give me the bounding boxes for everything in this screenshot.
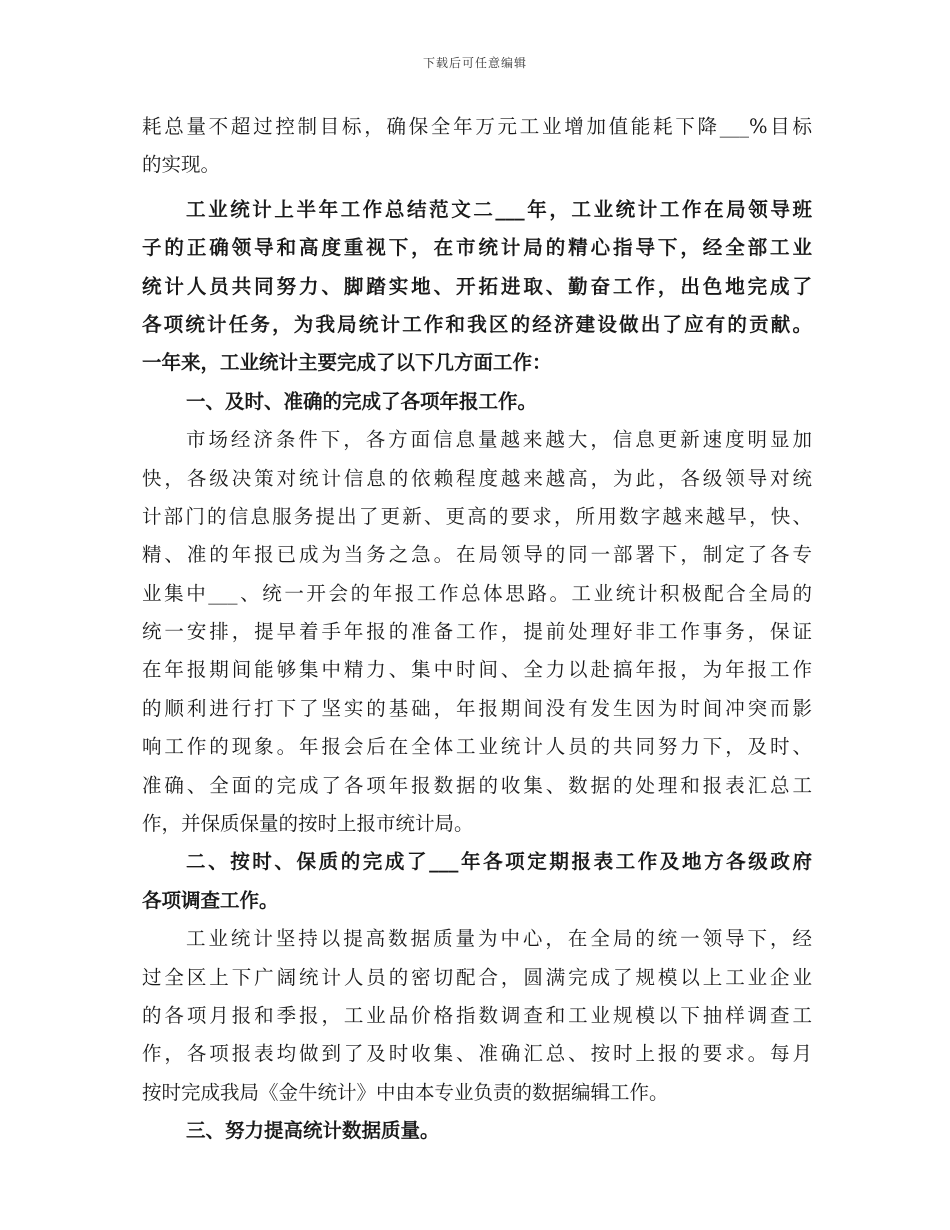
text-line: 各项统计任务，为我局统计工作和我区的经济建设做出了应有的贡献。 <box>142 312 812 336</box>
text-line: 的实现。 <box>142 153 221 177</box>
text-line: 作，并保质保量的按时上报市统计局。 <box>142 812 474 836</box>
text-line: 按时完成我局《金牛统计》中由本专业负责的数据编辑工作。 <box>142 1080 669 1104</box>
text-line: 精、准的年报已成为当务之急。在局领导的同一部署下，制定了各专 <box>142 543 812 567</box>
text-line: 工业统计上半年工作总结范文二___年，工业统计工作在局领导班 <box>186 197 812 221</box>
heading-text: 三、努力提高统计数据质量。 <box>186 1119 440 1143</box>
text-line: 响工作的现象。年报会后在全体工业统计人员的共同努力下，及时、 <box>142 735 812 759</box>
text-line: 过全区上下广阔统计人员的密切配合，圆满完成了规模以上工业企业 <box>142 965 812 989</box>
text-line: 作，各项报表均做到了及时收集、准确汇总、按时上报的要求。每月 <box>142 1042 812 1066</box>
text-line: 的各项月报和季报，工业品价格指数调查和工业规模以下抽样调查工 <box>142 1003 812 1027</box>
text-line: 统计人员共同努力、脚踏实地、开拓进取、勤奋工作，出色地完成了 <box>142 274 812 298</box>
paragraph-continuation <box>142 108 812 185</box>
text-line: 业集中___、统一开会的年报工作总体思路。工业统计积极配合全局的 <box>142 581 812 605</box>
text-line: 的顺利进行打下了坚实的基础，年报期间没有发生因为时间冲突而影 <box>142 696 812 720</box>
text-line: 准确、全面的完成了各项年报数据的收集、数据的处理和报表汇总工 <box>142 773 812 797</box>
paragraph-periodic-reports <box>142 920 812 1112</box>
page-header-note: 下载后可任意编辑 <box>422 56 527 70</box>
text-line: 快，各级决策对统计信息的依赖程度越来越高，为此，各级领导对统 <box>142 466 812 490</box>
text-line: 一年来，工业统计主要完成了以下几方面工作： <box>142 351 552 375</box>
text-line: 工业统计坚持以提高数据质量为中心，在全局的统一领导下，经 <box>186 927 812 951</box>
text-line: 计部门的信息服务提出了更新、更高的要求，所用数字越来越早，快、 <box>142 504 812 528</box>
paragraph-annual-report <box>142 421 812 843</box>
section-heading-3 <box>142 1112 812 1150</box>
paragraph-intro <box>142 191 812 383</box>
heading-text: 二、按时、保质的完成了___年各项定期报表工作及地方各级政府 <box>186 850 812 874</box>
text-line: 在年报期间能够集中精力、集中时间、全力以赴搞年报，为年报工作 <box>142 658 812 682</box>
heading-text: 一、及时、准确的完成了各项年报工作。 <box>186 389 538 413</box>
heading-text: 各项调查工作。 <box>142 888 279 912</box>
text-line: 子的正确领导和高度重视下，在市统计局的精心指导下，经全部工业 <box>142 236 812 260</box>
text-line: 统一安排，提早着手年报的准备工作，提前处理好非工作事务，保证 <box>142 620 812 644</box>
document-body <box>142 108 812 1151</box>
text-line: 市场经济条件下，各方面信息量越来越大，信息更新速度明显加 <box>186 428 812 452</box>
section-heading-1 <box>142 383 812 421</box>
text-line: 耗总量不超过控制目标，确保全年万元工业增加值能耗下降___%目标 <box>142 115 812 138</box>
section-heading-2 <box>142 843 812 920</box>
